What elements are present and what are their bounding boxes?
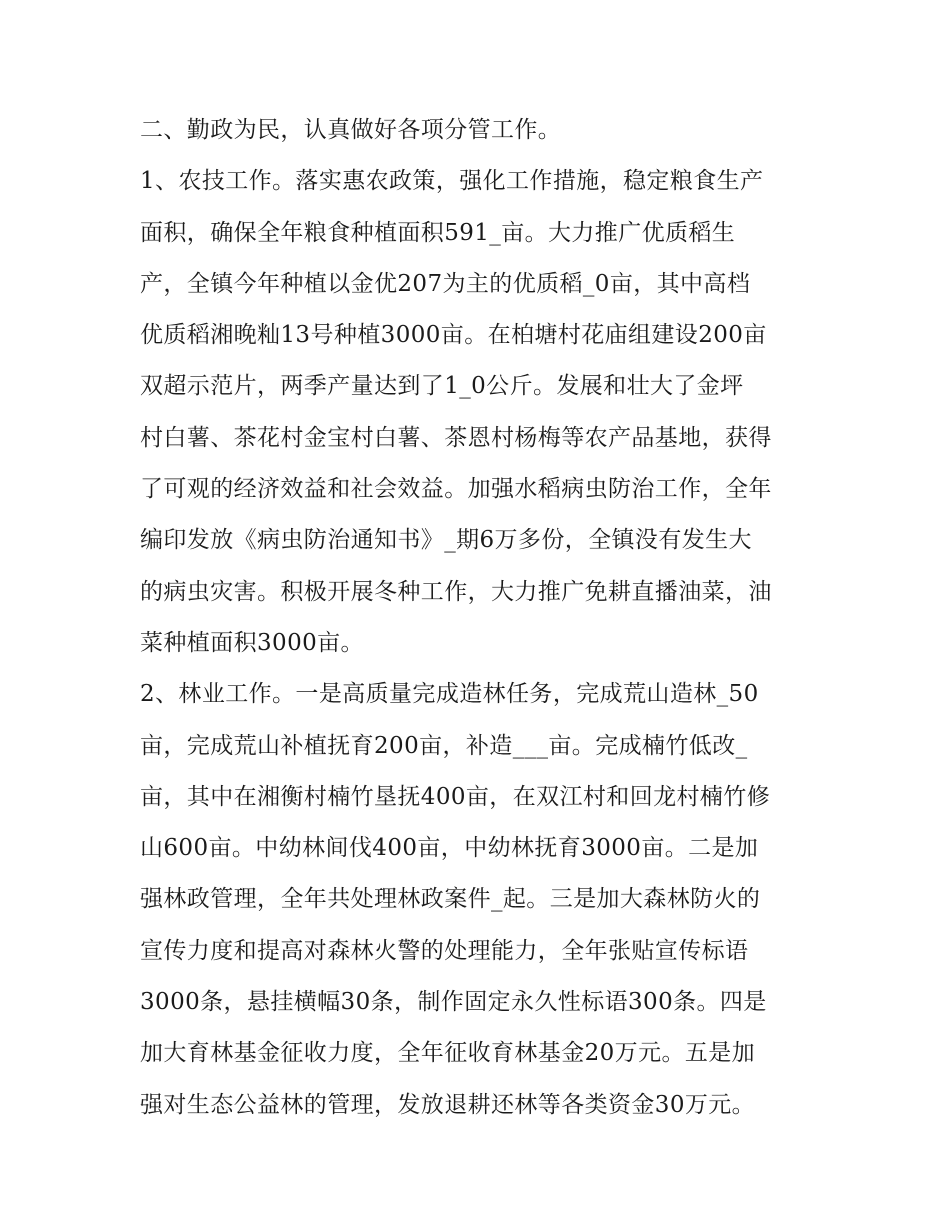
text-line: 面积，确保全年粮食种植面积591_亩。大力推广优质稻生 — [140, 219, 736, 246]
text-line: 强对生态公益林的管理，发放退耕还林等各类资金30万元。 — [140, 1091, 756, 1118]
text-line: 编印发放《病虫防治通知书》_期6万多份，全镇没有发生大 — [140, 527, 752, 554]
text-line: 亩，其中在湘衡村楠竹垦抚400亩，在双江村和回龙村楠竹修 — [140, 783, 771, 810]
text-line: 村白薯、茶花村金宝村白薯、茶恩村杨梅等农产品基地，获得 — [140, 424, 772, 451]
text-line: 3000条，悬挂横幅30条，制作固定永久性标语300条。四是 — [140, 989, 767, 1016]
text-line: 1、农技工作。落实惠农政策，强化工作措施，稳定粮食生产 — [140, 168, 764, 195]
text-line: 了可观的经济效益和社会效益。加强水稻病虫防治工作，全年 — [140, 476, 772, 503]
text-line: 强林政管理，全年共处理林政案件_起。三是加大森林防火的 — [140, 886, 761, 913]
text-line: 产，全镇今年种植以金优207为主的优质稻_0亩，其中高档 — [140, 270, 751, 297]
text-line: 宣传力度和提高对森林火警的处理能力，全年张贴宣传标语 — [140, 937, 749, 964]
text-line: 加大育林基金征收力度，全年征收育林基金20万元。五是加 — [140, 1040, 756, 1067]
text-line: 2、林业工作。一是高质量完成造林任务，完成荒山造林_50 — [140, 681, 759, 708]
text-line: 菜种植面积3000亩。 — [140, 629, 364, 656]
document-body — [140, 105, 815, 1131]
text-line: 山600亩。中幼林间伐400亩，中幼林抚育3000亩。二是加 — [140, 835, 759, 862]
text-line: 优质稻湘晚籼13号种植3000亩。在柏塘村花庙组建设200亩 — [140, 322, 767, 349]
text-line: 亩，完成荒山补植抚育200亩，补造___亩。完成楠竹低改_ — [140, 732, 748, 759]
section-heading: 二、勤政为民，认真做好各项分管工作。 — [140, 117, 562, 143]
text-line: 的病虫灾害。积极开展冬种工作，大力推广免耕直播油菜，油 — [140, 578, 772, 605]
text-line: 双超示范片，两季产量达到了1_0公斤。发展和壮大了金坪 — [140, 373, 744, 400]
